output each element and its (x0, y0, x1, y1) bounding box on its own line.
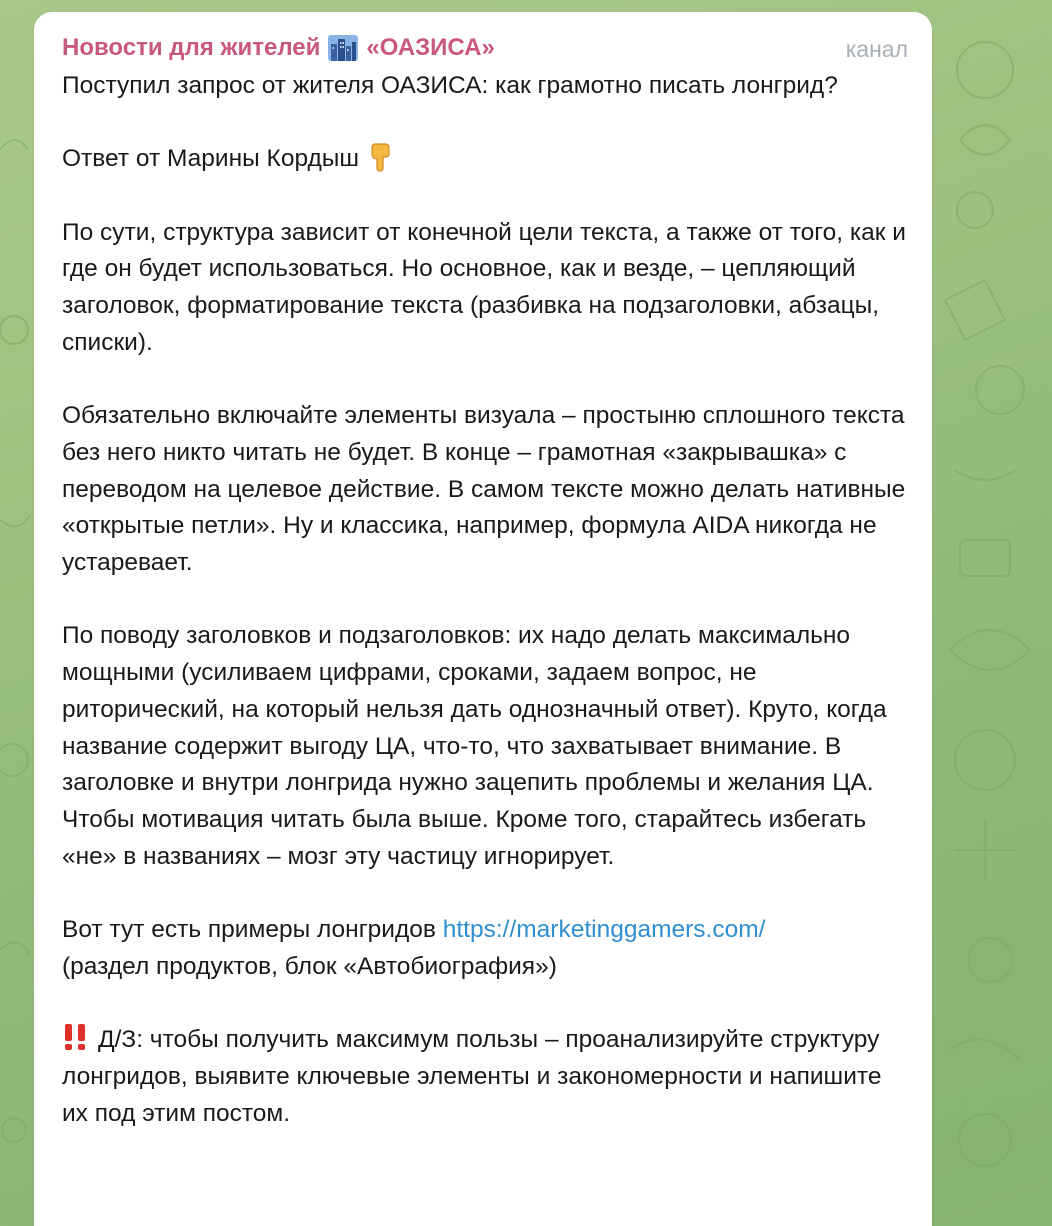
paragraph-structure: По сути, структура зависит от конечной цели текста, а также от того, как и где он будет использоваться. Но основное, как и везде, – цепляющий заголовок, форматирование текста (разбивка на подзаголовки, абзацы, списки). (62, 218, 906, 356)
pointing-down-hand-icon (369, 142, 395, 172)
paragraph-visuals: Обязательно включайте элементы визуала – простыню сплошного текста без него никто читать не будет. В конце – грамотная «закрывашка» с переводом на целевое действие. В самом тексте можно делать нативные «открытые петли». Ну и классика, например, формула AIDA никогда не устаревает. (62, 402, 906, 577)
examples-link[interactable]: https://marketinggamers.com/ (442, 916, 766, 944)
answer-author-text: Ответ от Марины Кордыш (62, 145, 360, 173)
channel-name[interactable] (62, 34, 495, 62)
paragraph-homework (62, 1022, 912, 1132)
homework-text: Д/З: чтобы получить максимум пользы – проанализируйте структуру лонгридов, выявите ключевые элементы и закономерности и напишите их под этим постом. (62, 1026, 882, 1127)
examples-note: (раздел продуктов, блок «Автобиография») (62, 952, 557, 980)
message-header (62, 34, 908, 66)
channel-name-quoted[interactable]: «ОАЗИСА» (366, 34, 495, 61)
message-bubble (34, 12, 932, 1226)
double-exclamation-icon (62, 1024, 90, 1050)
paragraph-headlines: По поводу заголовков и подзаголовков: их надо делать максимально мощными (усиливаем цифрами, сроками, задаем вопрос, не риторический, на который нельзя дать однозначный ответ). Круто, когда название содержит выгоду ЦА, что-то, что захватывает внимание. В заголовке и внутри лонгрида нужно зацепить проблемы и желания ЦА. Чтобы мотивация читать была выше. Кроме того, старайтесь избегать «не» в названиях – мозг эту частицу игнорирует. (62, 622, 887, 870)
examples-text: Вот тут есть примеры лонгридов (62, 916, 443, 944)
message-text (62, 68, 912, 1169)
channel-label: канал (845, 36, 908, 62)
paragraph-answer-author (62, 141, 912, 178)
city-buildings-icon (328, 35, 358, 61)
channel-name-text[interactable]: Новости для жителей (62, 34, 321, 61)
paragraph-examples (62, 912, 912, 985)
paragraph-question: Поступил запрос от жителя ОАЗИСА: как грамотно писать лонгрид? (62, 72, 838, 99)
